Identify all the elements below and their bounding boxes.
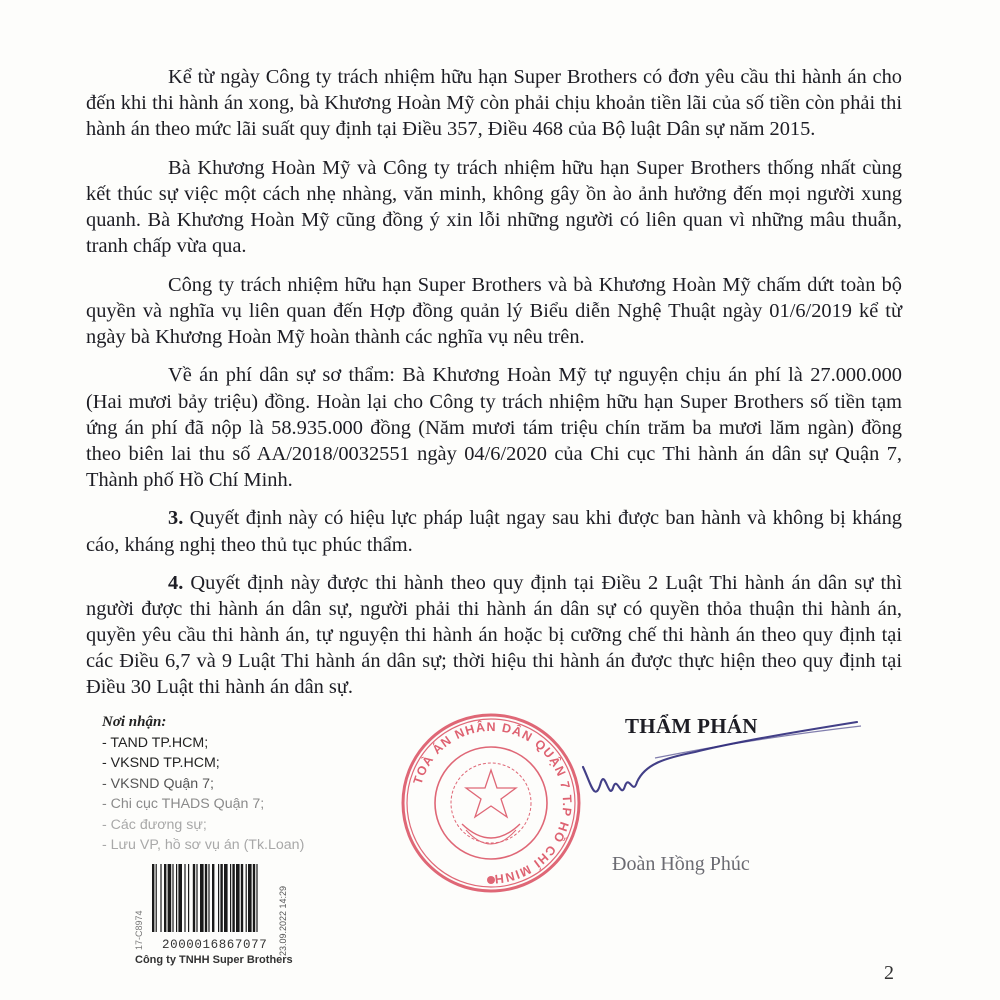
barcode-bar: [188, 864, 189, 932]
barcode-bar: [230, 864, 231, 932]
barcode-bar: [200, 864, 204, 932]
barcode-bar: [196, 864, 197, 932]
barcode-bar: [184, 864, 185, 932]
paragraph-text: Quyết định này có hiệu lực pháp luật ngay sau khi được ban hành và không bị kháng cáo, kháng nghị theo thủ tục phúc thẩm.: [86, 507, 902, 556]
paragraph-text: Về án phí dân sự sơ thẩm: Bà Khương Hoàn Mỹ tự nguyện chịu án phí là 27.000.000 (Hai mươi bảy triệu) đồng. Hoàn lại cho Công ty trách nhiệm hữu hạn Super Brothers số tiền tạm ứng án phí đã nộp là 58.935.000 đồng (Năm mươi tám triệu chín trăm ba mươi lăm ngàn) đồng theo biên lai thu số AA/2018/0032551 ngày 04/6/2020 của Chi cục Thi hành án dân sự Quận 7, Thành phố Hồ Chí Minh.: [86, 364, 902, 491]
svg-text:TOÀ ÁN NHÂN DÂN QUẬN 7 T.P HỒ: TOÀ ÁN NHÂN DÂN QUẬN 7 T.P HỒ CHÍ MINH: [410, 719, 575, 887]
barcode-bar: [152, 864, 154, 932]
barcode-bar: [246, 864, 247, 932]
judge-title: THẨM PHÁN: [625, 714, 758, 738]
paragraph-agreement: [86, 155, 902, 259]
barcode-bar: [178, 864, 182, 932]
paragraph-item-4: [86, 570, 902, 700]
paragraph-text: Kể từ ngày Công ty trách nhiệm hữu hạn Super Brothers có đơn yêu cầu thi hành án cho đến khi thi hành án xong, bà Khương Hoàn Mỹ còn phải chịu khoản tiền lãi của số tiền còn phải thi hành án theo mức lãi suất quy định tại Điều 357, Điều 468 của Bộ luật Dân sự năm 2015.: [86, 66, 902, 141]
barcode-icon: [150, 864, 290, 932]
barcode-bar: [241, 864, 243, 932]
barcode-bar: [168, 864, 172, 932]
recipient-item: - VKSND TP.HCM;: [102, 755, 220, 771]
recipient-item: - TAND TP.HCM;: [102, 734, 209, 751]
page-number: 2: [884, 962, 894, 984]
barcode-bar: [160, 864, 161, 932]
barcode-bar: [193, 864, 195, 932]
recipients-block: [102, 712, 304, 856]
item-number: 4.: [168, 572, 184, 595]
barcode-timestamp: 23.09.2022 14:29: [278, 885, 288, 956]
paragraph-interest: [86, 64, 902, 142]
paragraph-court-fee: [86, 362, 902, 492]
recipient-item: - VKSND Quận 7;: [102, 775, 214, 792]
barcode-bar: [164, 864, 166, 932]
recipient-item: - Lưu VP, hồ sơ vụ án (Tk.Loan): [102, 837, 305, 853]
barcode-bar: [256, 864, 257, 932]
barcode-bar: [224, 864, 228, 932]
paragraph-text: Công ty trách nhiệm hữu hạn Super Brothers và bà Khương Hoàn Mỹ chấm dứt toàn bộ quyền và nghĩa vụ liên quan đến Hợp đồng quản lý Biểu diễn Nghệ Thuật ngày 01/6/2019 kể từ ngày bà Khương Hoàn Mỹ hoàn thành các nghĩa vụ nêu trên.: [86, 273, 902, 348]
barcode-bar: [172, 864, 173, 932]
barcode-bar: [220, 864, 222, 932]
barcode-bar: [253, 864, 255, 932]
barcode-bar: [248, 864, 252, 932]
barcode-bar: [232, 864, 234, 932]
recipients-heading: Nơi nhận:: [102, 714, 167, 730]
company-label: Công ty TNHH Super Brothers: [135, 954, 293, 966]
item-number: 3.: [168, 507, 184, 530]
barcode-bar: [218, 864, 219, 932]
paragraph-text: Bà Khương Hoàn Mỹ và Công ty trách nhiệm hữu hạn Super Brothers thống nhất cùng kết thúc sự việc một cách nhẹ nhàng, văn minh, không gây ồn ào ảnh hưởng đến mọi người xung quanh. Bà Khương Hoàn Mỹ cũng đồng ý xin lỗi những người có liên quan vì những mâu thuẫn, tranh chấp vừa qua.: [86, 156, 902, 258]
barcode-bar: [236, 864, 240, 932]
barcode-code: 17-C8974: [134, 910, 144, 950]
recipient-item: - Các đương sự;: [102, 816, 207, 833]
judge-name: Đoàn Hồng Phúc: [612, 853, 750, 875]
paragraph-item-3: [86, 505, 902, 557]
barcode-bar: [212, 864, 214, 932]
barcode-bar: [156, 864, 157, 932]
document-body: [86, 64, 902, 713]
barcode-bar: [205, 864, 207, 932]
paragraph-text: Quyết định này được thi hành theo quy định tại Điều 2 Luật Thi hành án dân sự thì người được thi hành án dân sự, người phải thi hành án dân sự có quyền thỏa thuận thi hành án, quyền yêu cầu thi hành án, tự nguyện thi hành án hoặc bị cưỡng chế thi hành án theo quy định tại các Điều 6,7 và 9 Luật Thi hành án dân sự; thời hiệu thi hành án được thực hiện theo quy định tại Điều 30 Luật thi hành án dân sự.: [86, 572, 902, 699]
recipient-item: - Chi cục THADS Quận 7;: [102, 796, 265, 812]
barcode-bar: [208, 864, 209, 932]
barcode-number: 2000016867077: [162, 938, 268, 952]
barcode-bar: [176, 864, 177, 932]
paragraph-termination: [86, 272, 902, 350]
